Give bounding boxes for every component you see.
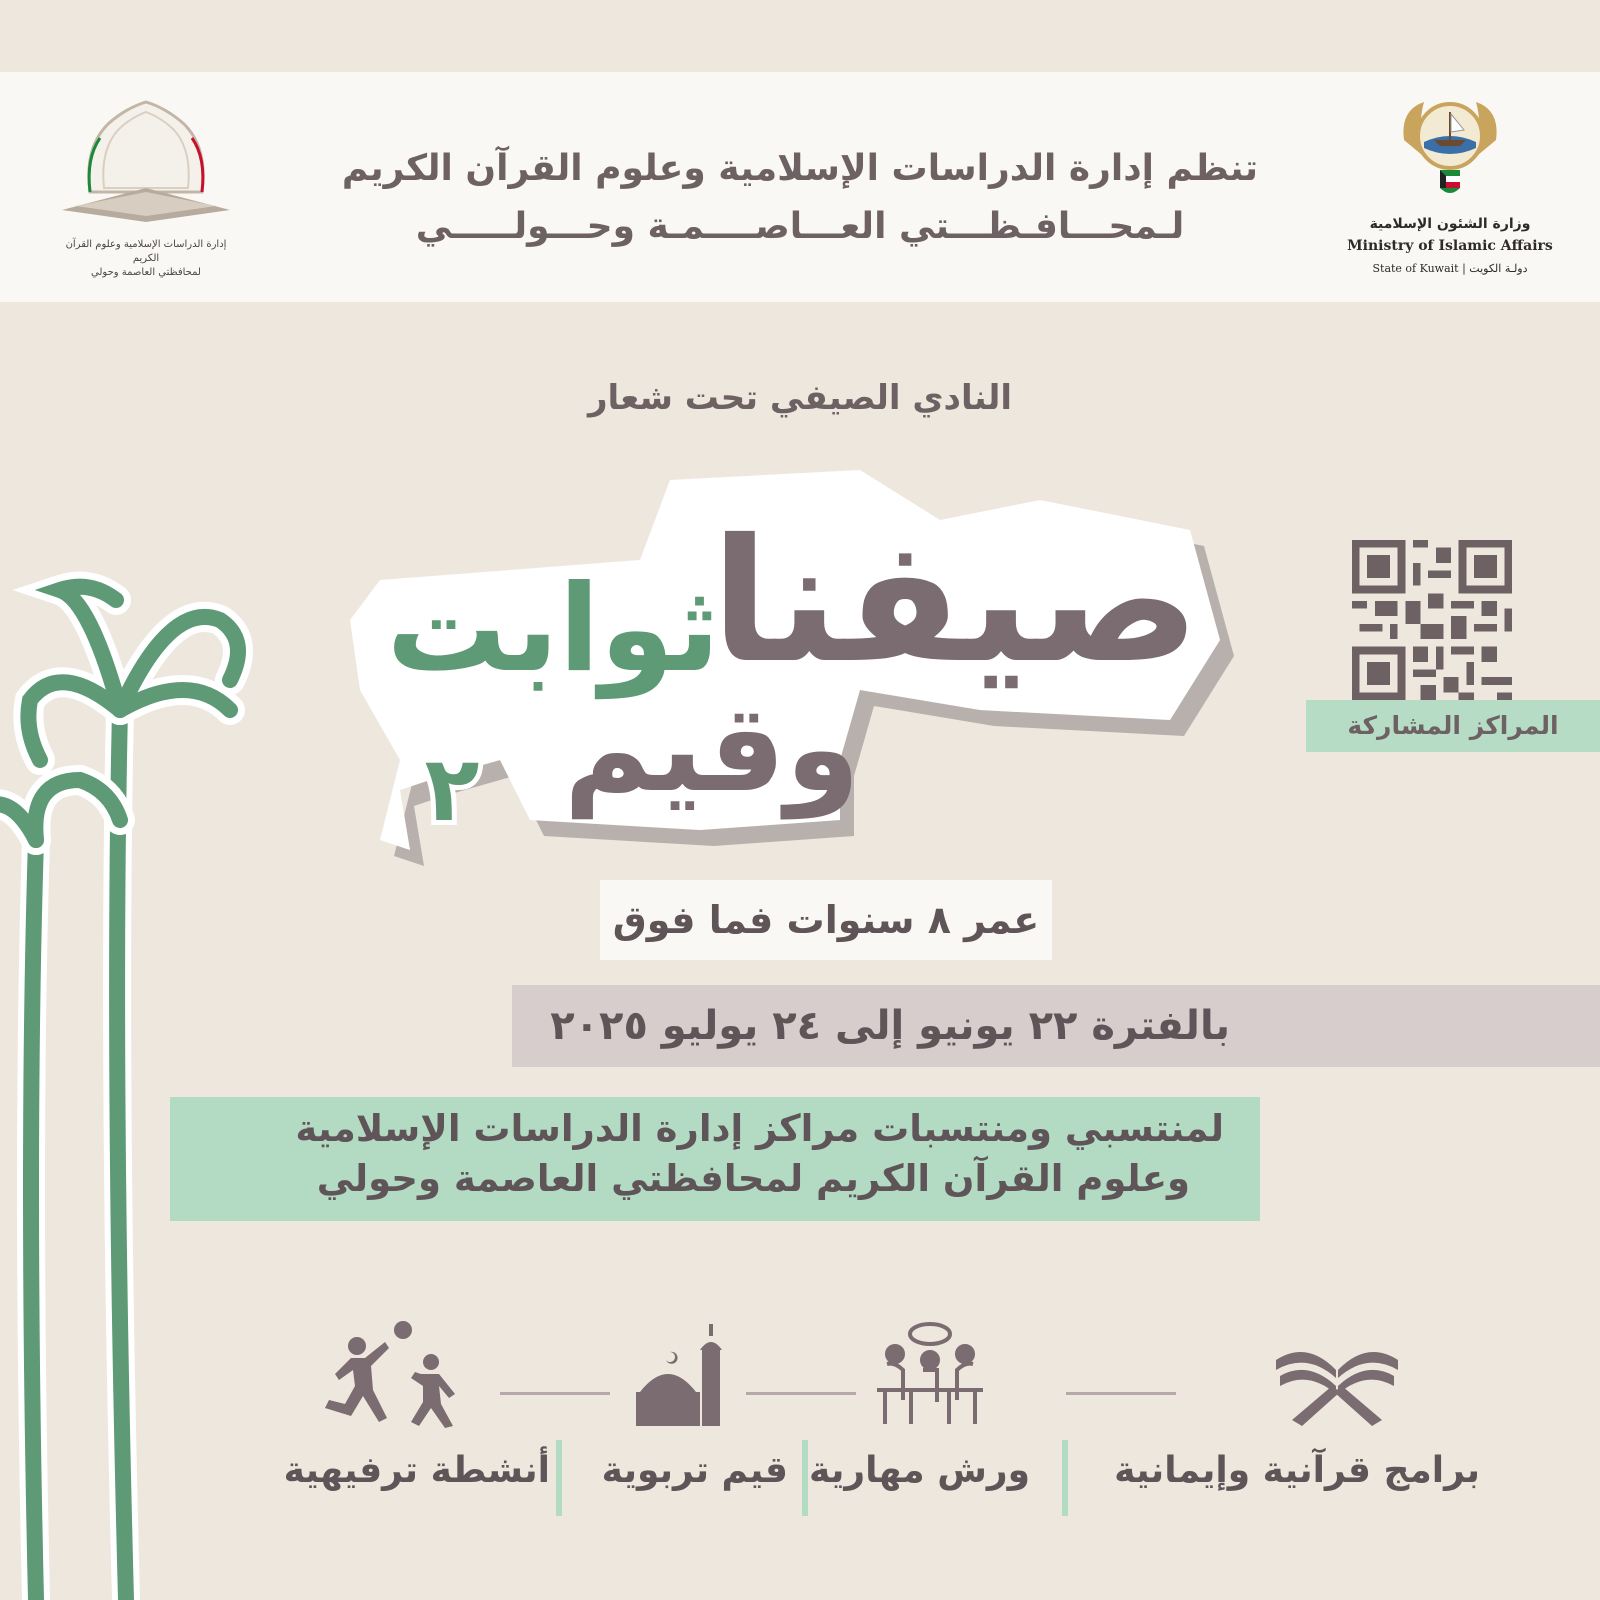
- feature-label-quran-programs: برامج قرآنية وإيمانية: [1114, 1450, 1480, 1491]
- department-logo-caption: [56, 238, 236, 280]
- feature-connector-line: [1066, 1392, 1176, 1395]
- mosque-icon: [608, 1320, 758, 1430]
- workshop-group-icon: [855, 1320, 1005, 1430]
- feature-label-educational-values: قيم تربوية: [601, 1450, 788, 1491]
- target-audience-band: [170, 1097, 1260, 1221]
- target-audience-line1: لمنتسبي ومنتسبات مراكز إدارة الدراسات الإسلامية: [295, 1107, 1224, 1150]
- header-organizer-line: تنظم إدارة الدراسات الإسلامية وعلوم القرآن الكريم: [341, 148, 1259, 189]
- quran-dome-emblem-icon: [56, 98, 236, 228]
- ministry-state: State of Kuwait | دولـة الكويت: [1372, 262, 1528, 275]
- intro-text: النادي الصيفي تحت شعار: [587, 378, 1013, 418]
- department-caption-line2: لمحافظتي العاصمة وحولي: [91, 267, 201, 278]
- quran-book-icon: [1262, 1320, 1412, 1430]
- qr-code[interactable]: [1352, 540, 1512, 700]
- feature-separator: [556, 1440, 562, 1516]
- ministry-name-arabic: وزارة الشئون الإسلامية: [1369, 216, 1531, 232]
- feature-separator: [1062, 1440, 1068, 1516]
- kids-playing-icon: [315, 1320, 465, 1430]
- age-requirement: عمر ٨ سنوات فما فوق: [600, 880, 1052, 960]
- feature-separator: [802, 1440, 808, 1516]
- header-governorates-line: لـمحـــافـظـــتي العـــاصــــمـة وحـــولـــــي: [415, 206, 1185, 247]
- date-range: بالفترة ٢٢ يونيو إلى ٢٤ يوليو ٢٠٢٥: [550, 1003, 1230, 1049]
- title-word-summer: صيفنا: [710, 503, 1200, 701]
- participating-centers-label: المراكز المشاركة: [1306, 700, 1600, 752]
- feature-label-skill-workshops: ورش مهارية: [809, 1450, 1030, 1491]
- title-word-values: وقيم: [563, 680, 860, 819]
- title-number: ٢: [424, 737, 480, 842]
- date-band: [512, 985, 1600, 1067]
- ministry-logo: [1330, 86, 1570, 286]
- feature-connector-line: [500, 1392, 610, 1395]
- title-word-constants: ثوابت: [386, 560, 720, 699]
- club-title-artwork: [340, 460, 1260, 880]
- kuwait-emblem-icon: [1394, 90, 1506, 202]
- department-logo: [56, 98, 236, 278]
- ministry-name-english: Ministry of Islamic Affairs: [1347, 238, 1553, 254]
- feature-label-recreational-activities: أنشطة ترفيهية: [283, 1450, 550, 1491]
- department-caption-line1: إدارة الدراسات الإسلامية وعلوم القرآن الكريم: [65, 239, 227, 264]
- target-audience-line2: وعلوم القرآن الكريم لمحافظتي العاصمة وحولي: [316, 1157, 1190, 1200]
- feature-connector-line: [746, 1392, 856, 1395]
- palm-trees-decoration: [0, 560, 270, 1600]
